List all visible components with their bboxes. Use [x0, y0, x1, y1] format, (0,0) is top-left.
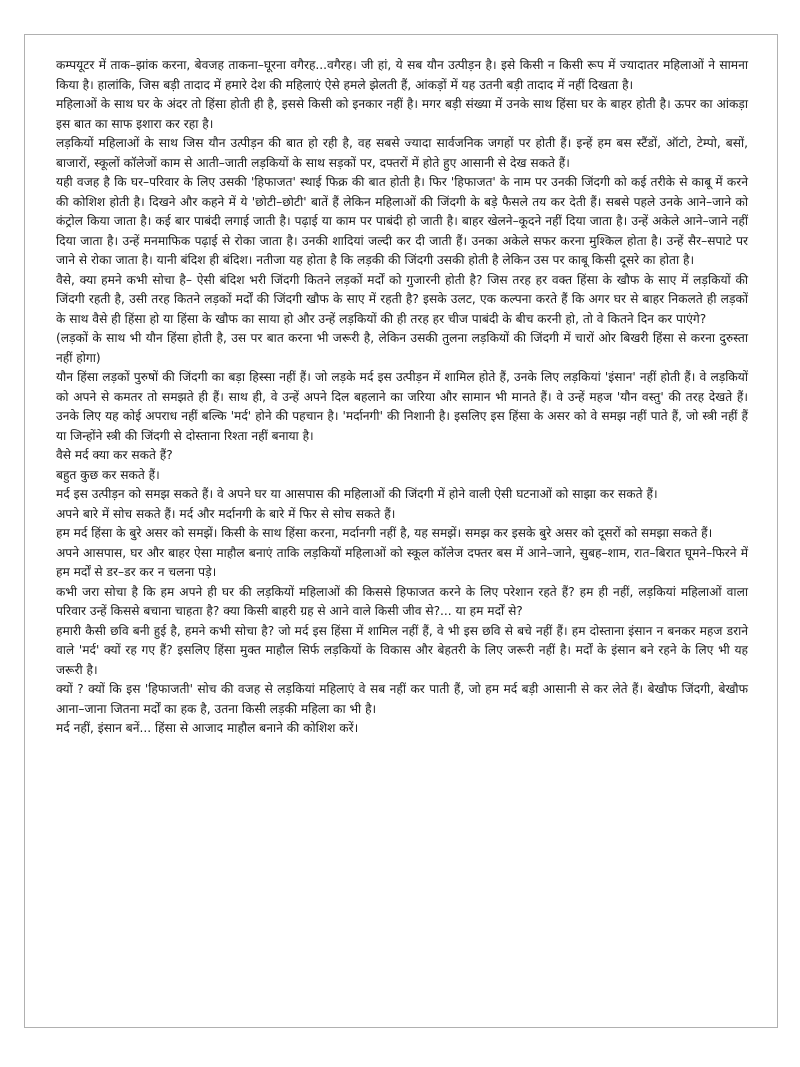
- paragraph: हमारी कैसी छवि बनी हुई है, हमने कभी सोचा है? जो मर्द इस हिंसा में शामिल नहीं हैं, वे भी इस छवि से बचे नहीं हैं। हम दोस्ताना इंसान न बनकर महज डराने वाले 'मर्द' क्यों रह गए हैं? इसलिए हिंसा मुक्त माहौल सिर्फ लड़कियों के विकास और बेहतरी के लिए जरूरी नहीं है। मर्दों के इंसान बने रहने के लिए भी यह जरूरी है।: [56, 623, 748, 677]
- paragraph: महिलाओं के साथ घर के अंदर तो हिंसा होती ही है, इससे किसी को इनकार नहीं है। मगर बड़ी संख्या में उनके साथ हिंसा घर के बाहर होती है। ऊपर का आंकड़ा इस बात का साफ इशारा कर रहा है।: [56, 97, 748, 131]
- paragraph: यही वजह है कि घर–परिवार के लिए उसकी 'हिफाजत' स्थाई फिक्र की बात होती है। फिर 'हिफाजत' के नाम पर उनकी जिंदगी को कई तरीके से काबू में करने की कोशिश होती है। दिखने और कहने में ये 'छोटी–छोटी' बातें हैं लेकिन महिलाओं की जिंदगी के बड़े फैसले तय कर देती हैं। सबसे पहले उनके आने–जाने को कंट्रोल किया जाता है। कई बार पाबंदी लगाई जाती है। पढ़ाई या काम पर पाबंदी हो जाती है। बाहर खेलने–कूदने नहीं दिया जाता है। उन्हें अकेले आने–जाने नहीं दिया जाता है। उन्हें मनमाफिक पढ़ाई से रोका जाता है। उनकी शादियां जल्दी कर दी जाती हैं। उनका अकेले सफर करना मुश्किल होता है। उन्हें सैर–सपाटे पर जाने से रोका जाता है। यानी बंदिश ही बंदिश। नतीजा यह होता है कि लड़की की जिंदगी उसकी होती है लेकिन उस पर काबू किसी दूसरे का होता है।: [56, 175, 748, 267]
- paragraph: अपने बारे में सोच सकते हैं। मर्द और मर्दानगी के बारे में फिर से सोच सकते हैं।: [56, 506, 396, 521]
- paragraph: वैसे, क्या हमने कभी सोचा है– ऐसी बंदिश भरी जिंदगी कितने लड़कों मर्दों को गुजारनी होती है? जिस तरह हर वक्त हिंसा के खौफ के साए में लड़कियों की जिंदगी रहती है, उसी तरह कितने लड़कों मर्दों की जिंदगी खौफ के साए में रहती है? इसके उलट, एक कल्पना करते हैं कि अगर घर से बाहर निकलते ही लड़कों के साथ वैसे ही हिंसा हो या हिंसा के खौफ का साया हो और उन्हें लड़कियों की ही तरह हर चीज पाबंदी के बीच करनी हो, तो वे कितने दिन कर पाएंगे?: [56, 272, 748, 326]
- paragraph: (लड़कों के साथ भी यौन हिंसा होती है, उस पर बात करना भी जरूरी है, लेकिन उसकी तुलना लड़कियों की जिंदगी में चारों ओर बिखरी हिंसा से करना दुरुस्ता नहीं होगा): [56, 331, 748, 365]
- paragraph: मर्द इस उत्पीड़न को समझ सकते हैं। वे अपने घर या आसपास की महिलाओं की जिंदगी में होने वाली ऐसी घटनाओं को साझा कर सकते हैं।: [56, 487, 658, 501]
- paragraph: कभी जरा सोचा है कि हम अपने ही घर की लड़कियों महिलाओं की किससे हिफाजत करने के लिए परेशान रहते हैं? हम ही नहीं, लड़कियां महिलाओं वाला परिवार उन्हें किससे बचाना चाहता है? क्या किसी बाहरी ग्रह से आने वाले किसी जीव से?... या हम मर्दों से?: [56, 584, 748, 618]
- paragraph: लड़कियों महिलाओं के साथ जिस यौन उत्पीड़न की बात हो रही है, वह सबसे ज्यादा सार्वजनिक जगहों पर होती हैं। इन्हें हम बस स्टैंडों, ऑटो, टेम्पो, बसों, बाजारों, स्कूलों कॉलेजों काम से आती–जाती लड़कियों के साथ सड़कों पर, दफ्तरों में होते हुए आसानी से देख सकते हैं।: [56, 136, 748, 170]
- document-body: [56, 56, 748, 739]
- paragraph: कम्पयूटर में ताक–झांक करना, बेवजह ताकना–घूरना वगैरह...वगैरह। जी हां, ये सब यौन उत्पीड़न है। इसे किसी न किसी रूप में ज्यादातर महिलाओं ने सामना किया है। हालांकि, जिस बड़ी तादाद में हमारे देश की महिलाएं ऐसे हमले झेलती हैं, आंकड़ों में यह उतनी बड़ी तादाद में नहीं दिखता है।: [56, 58, 748, 92]
- paragraph: यौन हिंसा लड़कों पुरुषों की जिंदगी का बड़ा हिस्सा नहीं हैं। जो लड़के मर्द इस उत्पीड़न में शामिल होते हैं, उनके लिए लड़कियां 'इंसान' नहीं होती हैं। वे लड़कियों को अपने से कमतर तो समझते ही हैं। साथ ही, वे उन्हें अपने दिल बहलाने का जरिया और सामान भी मानते हैं। वे उन्हें महज 'यौन वस्तु' की तरह देखते हैं। उनके लिए यह कोई अपराध नहीं बल्कि 'मर्द' होने की पहचान है। 'मर्दानगी' की निशानी है। इसलिए इस हिंसा के असर को वे समझ नहीं पाते हैं, जो स्त्री नहीं हैं या जिन्होंने स्त्री की जिंदगी से दोस्ताना रिश्ता नहीं बनाया है।: [56, 370, 748, 443]
- paragraph: अपने आसपास, घर और बाहर ऐसा माहौल बनाएं ताकि लड़कियों महिलाओं को स्कूल कॉलेज दफ्तर बस में आने–जाने, सुबह–शाम, रात–बिरात घूमने–फिरने में हम मर्दों से डर–डर कर न चलना पड़े।: [56, 545, 748, 579]
- paragraph: क्यों ? क्यों कि इस 'हिफाजती' सोच की वजह से लड़कियां महिलाएं वे सब नहीं कर पाती हैं, जो हम मर्द बड़ी आसानी से कर लेते हैं। बेखौफ जिंदगी, बेखौफ आना–जाना जितना मर्दों का हक है, उतना किसी लड़की महिला का भी है।: [56, 682, 748, 716]
- paragraph: हम मर्द हिंसा के बुरे असर को समझें। किसी के साथ हिंसा करना, मर्दानगी नहीं है, यह समझें। समझ कर इसके बुरे असर को दूसरों को समझा सकते हैं।: [56, 526, 713, 540]
- question-line: वैसे मर्द क्या कर सकते हैं?: [56, 448, 173, 462]
- answer-line: बहुत कुछ कर सकते हैं।: [56, 467, 160, 482]
- closing-line: मर्द नहीं, इंसान बनें... हिंसा से आजाद माहौल बनाने की कोशिश करें।: [56, 721, 359, 735]
